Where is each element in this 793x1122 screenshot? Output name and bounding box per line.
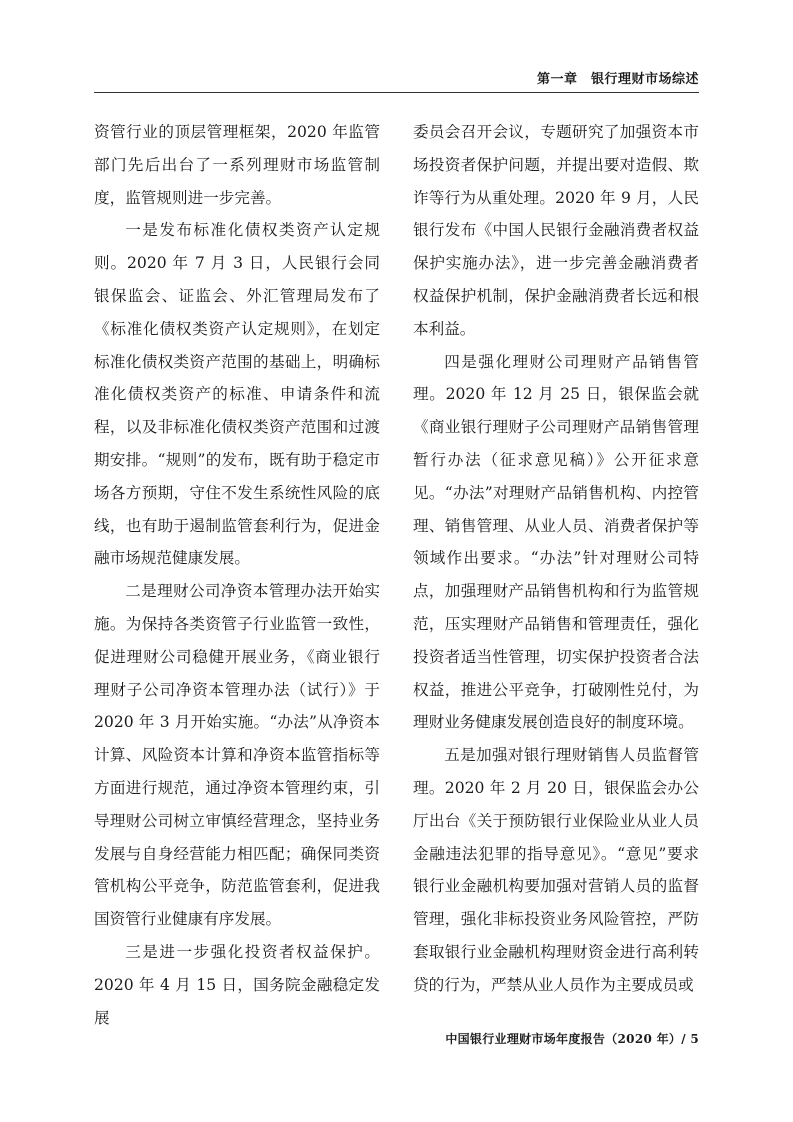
header-rule: [94, 92, 699, 93]
running-header: 第一章 银行理财市场综述: [536, 72, 699, 87]
paragraph-net-capital: 二是理财公司净资本管理办法开始实施。为保持各类资管子行业监管一致性，促进理财公司稳健开展业务，《商业银行理财子公司净资本管理办法（试行）》于 2020 年 3 月开始实施。“办法”从净资本计算、风险资本计算和净资本监管指标等方面进行规范，通过净资本管理约束，引导理财公司树立审慎经营理念，坚持业务发展与自身经营能力相匹配；确保同类资管机构公平竞争，防范监管套利，促进我国资管行业健康有序发展。: [94, 582, 380, 929]
paragraph-continuation: 资管行业的顶层管理框架，2020 年监管部门先后出台了一系列理财市场监管制度，监管规则进一步完善。: [94, 123, 380, 207]
paragraph-sales-staff: 五是加强对银行理财销售人员监督管理。2020 年 2 月 20 日，银保监会办公厅出台《关于预防银行业保险业从业人员金融违法犯罪的指导意见》。“意见”要求银行业金融机构要加强对营销人员的监督管理，强化非标投资业务风险管控，严防套取银行业金融机构理财资金进行高利转贷的行为，严禁从业人员作为主要成员或: [413, 746, 699, 994]
paragraph-investor-protection: 三是进一步强化投资者权益保护。2020 年 4 月 15 日，国务院金融稳定发展: [94, 942, 380, 1027]
page-footer: 中国银行业理财市场年度报告（2020 年）/ 5: [445, 1032, 699, 1046]
left-column: [94, 116, 380, 1034]
paragraph-investor-protection-cont: 委员会召开会议，专题研究了加强资本市场投资者保护问题，并提出要对造假、欺诈等行为从重处理。2020 年 9 月，人民银行发布《中国人民银行金融消费者权益保护实施办法》，进一步完善金融消费者权益保护机制，保护金融消费者长远和根本利益。: [413, 123, 699, 338]
paragraph-product-sales: 四是强化理财公司理财产品销售管理。2020 年 12 月 25 日，银保监会就《商业银行理财子公司理财产品销售管理暂行办法（征求意见稿）》公开征求意见。“办法”对理财产品销售机构、内控管理、销售管理、从业人员、消费者保护等领域作出要求。“办法”针对理财公司特点，加强理财产品销售机构和行为监管规范，压实理财产品销售和管理责任，强化投资者适当性管理，切实保护投资者合法权益，推进公平竞争，打破刚性兑付，为理财业务健康发展创造良好的制度环境。: [413, 352, 699, 732]
paragraph-standard-debt-assets: 一是发布标准化债权类资产认定规则。2020 年 7 月 3 日，人民银行会同银保监会、证监会、外汇管理局发布了《标准化债权类资产认定规则》，在划定标准化债权类资产范围的基础上，明确标准化债权类资产的标准、申请条件和流程，以及非标准化债权类资产范围和过渡期安排。“规则”的发布，既有助于稳定市场各方预期，守住不发生系统性风险的底线，也有助于遏制监管套利行为，促进金融市场规范健康发展。: [94, 221, 380, 568]
right-column: [413, 116, 699, 1002]
